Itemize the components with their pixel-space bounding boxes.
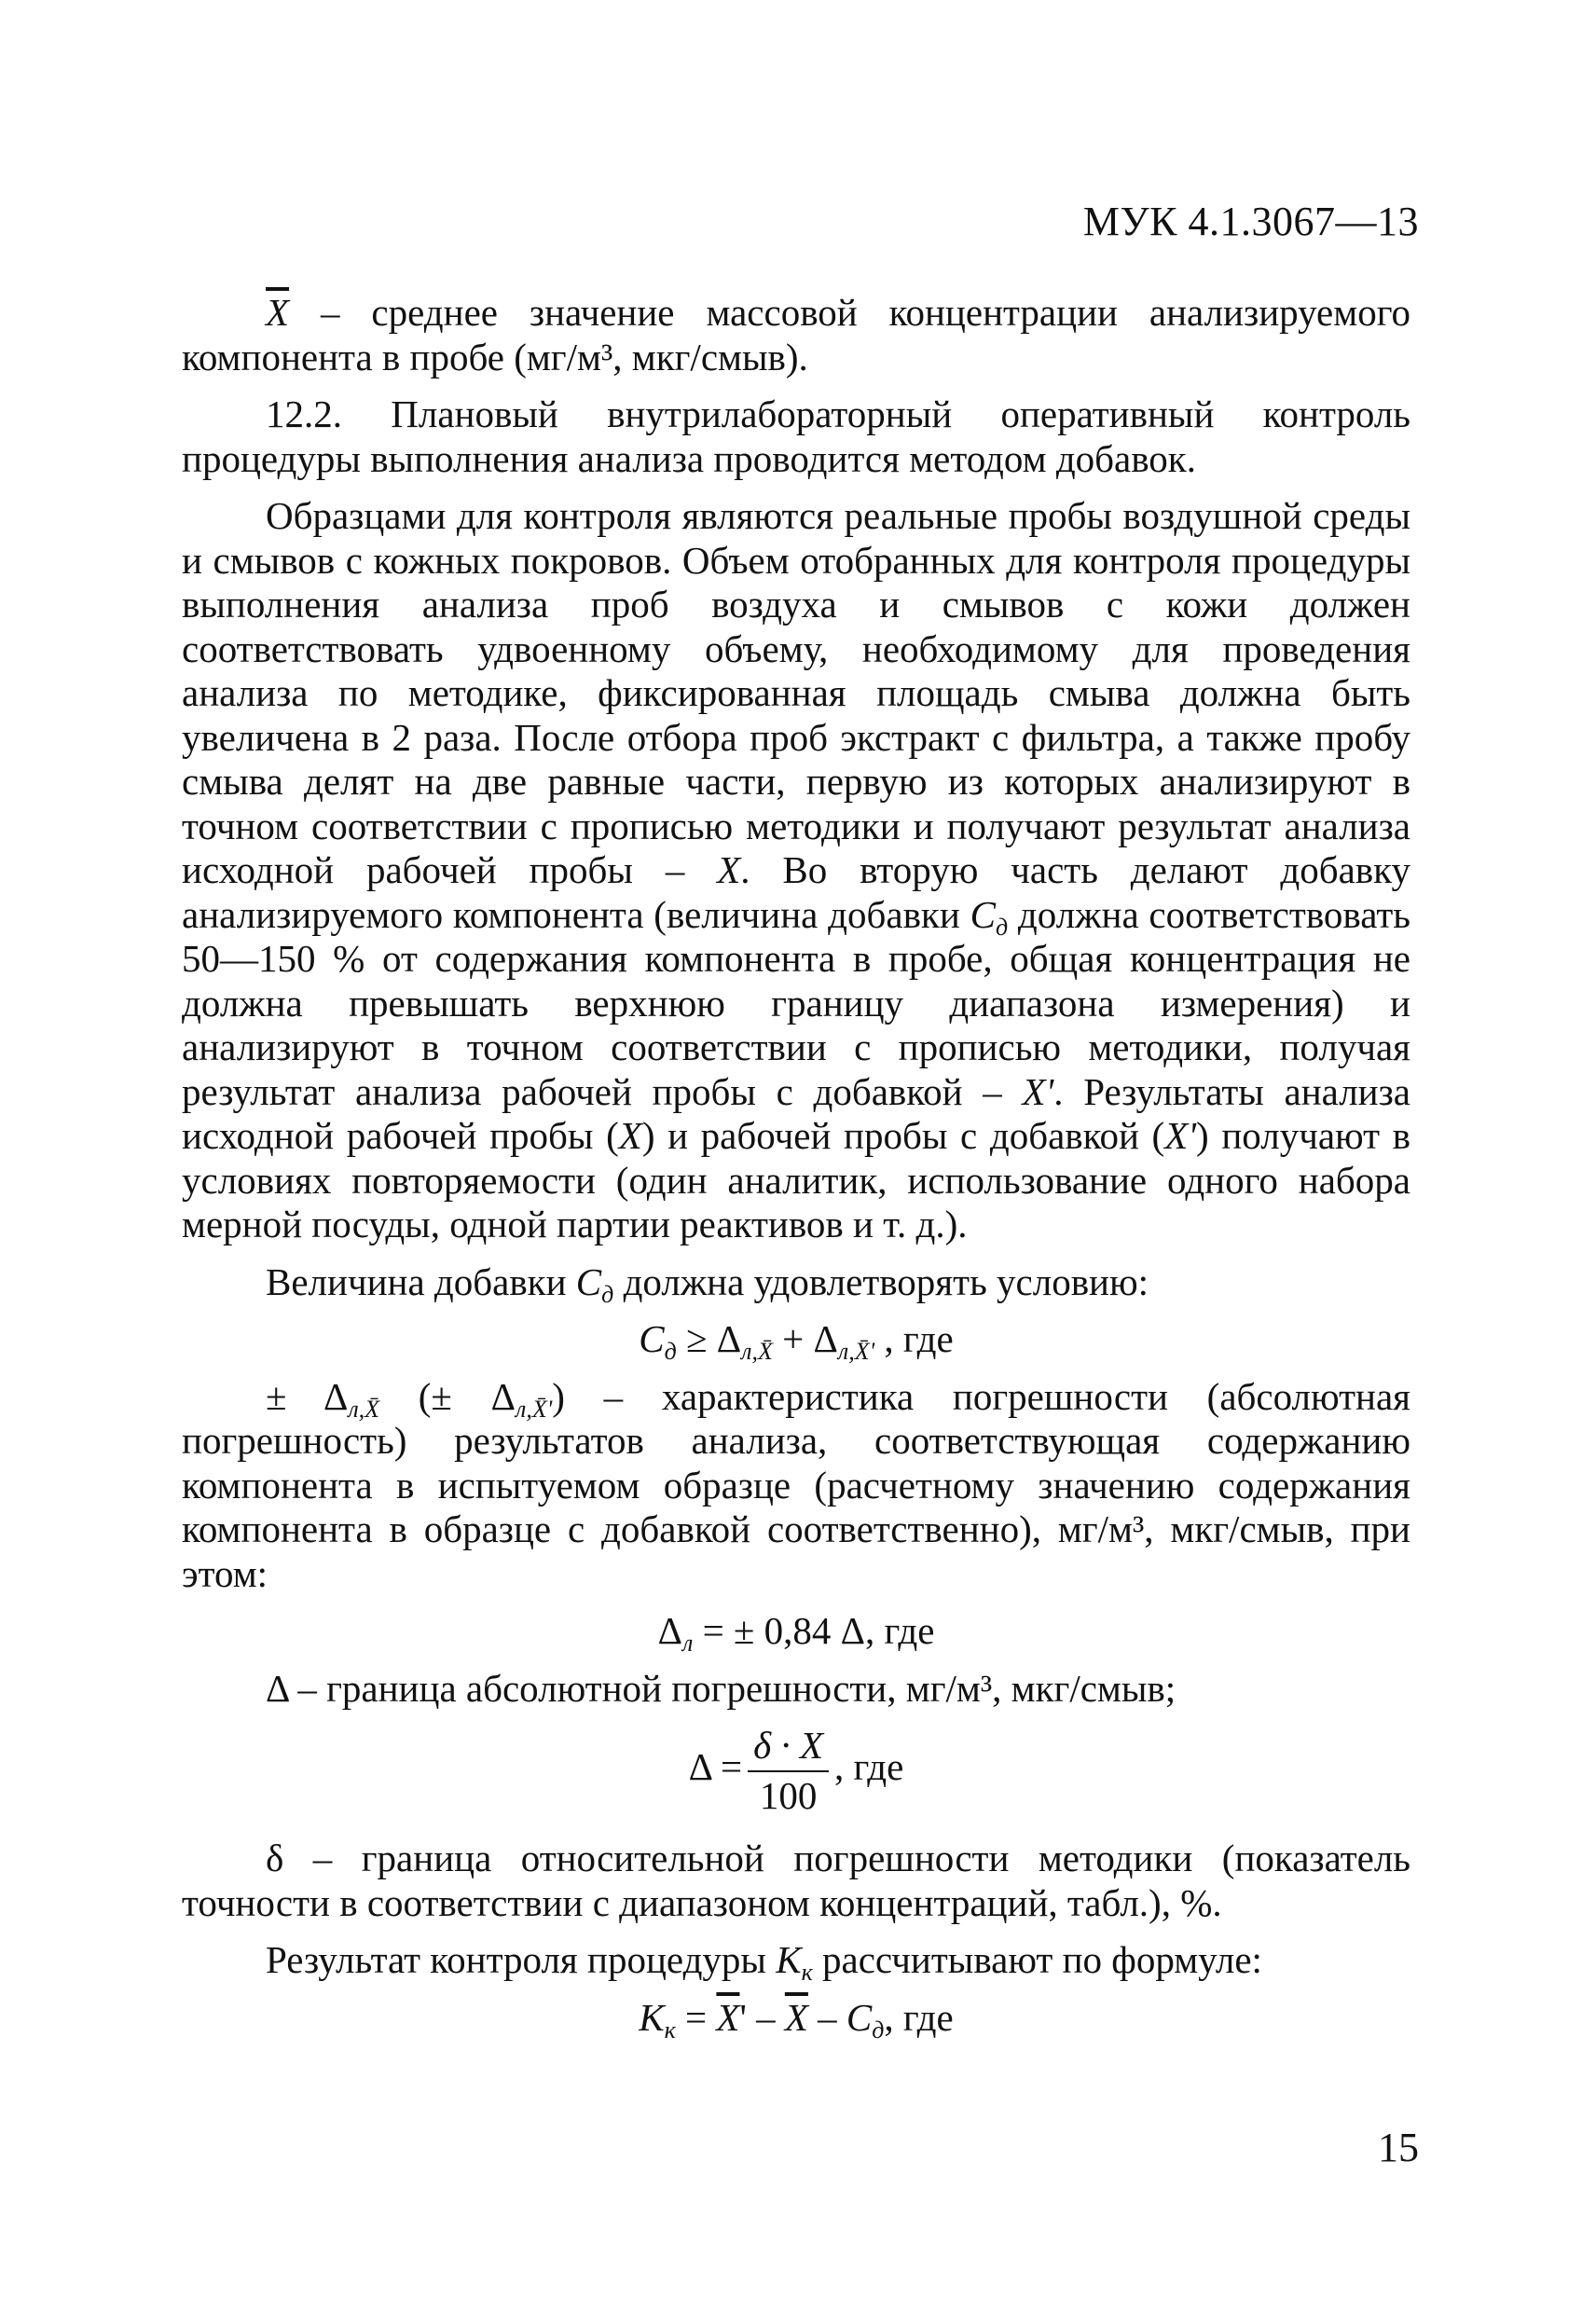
symbol-c-subscript: д (872, 2016, 885, 2044)
delta-l-subscript: л (681, 1630, 694, 1657)
delta-subscript-2: л,X̄' (516, 1395, 553, 1423)
delta-symbol: Δ (657, 1609, 682, 1652)
symbol-c: C (575, 1259, 602, 1303)
delta-subscript-1: л,X̄ (348, 1395, 380, 1423)
symbol-c-subscript: д (995, 913, 1009, 941)
prime-mark: ' (739, 1995, 747, 2039)
paragraph-result (182, 1938, 1410, 1986)
symbol-k: K (776, 1938, 802, 1981)
symbol-c: C (970, 892, 996, 936)
symbol-k-subscript: к (801, 1959, 813, 1986)
symbol-k: K (639, 1995, 665, 2039)
fraction-lhs: Δ = (688, 1744, 743, 1788)
symbol-k-subscript: к (664, 2016, 676, 2044)
samples-text-2: . Во вторую часть делают добавку анализируемого компонента (величина добавки (182, 848, 1410, 936)
symbol-x-mean: $\overline{X}$ (716, 1995, 740, 2039)
symbol-c-subscript: д (664, 1338, 677, 1365)
samples-text-5: ) и рабочей пробы с добавкой ( (641, 1114, 1165, 1157)
samples-text-3: должна соответствовать 50—150 % от содержания компонента в пробе, общая концентрация не должна превышать верхнюю границу диапазона измерения) и анализируют в точном соответствии с прописью методики, получая результат анализа рабочей пробы с добавкой – (182, 892, 1410, 1113)
delta-def-text-1: ± Δ (266, 1374, 349, 1418)
result-text-2: рассчитывают по формуле: (812, 1938, 1262, 1981)
paragraph-delta-relative: δ – граница относительной погрешности методики (показатель точности в соответствии с диапазоном концентраций, табл.), %. (182, 1837, 1410, 1924)
page-number: 15 (1378, 2125, 1419, 2170)
delta-subscript-1: л,X̄ (741, 1338, 773, 1365)
formula-condition (182, 1317, 1410, 1365)
symbol-x-prime: X' (1022, 1069, 1054, 1113)
formula-plus-delta: + Δ (772, 1317, 838, 1360)
delta-def-text-3: ) – характеристика погрешности (абсолютная погрешность) результатов анализа, соответствующая содержанию компонента в испытуемом образце (расчетному значению содержания компонента в образце с добавкой соответственно), мг/м³, мкг/смыв, при этом: (182, 1374, 1410, 1595)
fraction-tail: , где (834, 1744, 904, 1788)
formula-minus: – (807, 1995, 846, 2039)
symbol-x: X (717, 848, 741, 891)
paragraph-condition (182, 1259, 1410, 1308)
fraction (748, 1724, 829, 1818)
formula-equals: = (675, 1995, 717, 2039)
formula-minus: – (746, 1995, 785, 2039)
formula-k (182, 1995, 1410, 2044)
paragraph-samples (182, 494, 1410, 1247)
symbol-x-mean: $\overline{X}$ (784, 1995, 808, 2039)
symbol-c: C (639, 1317, 665, 1360)
paragraph-delta-definition (182, 1375, 1410, 1597)
paragraph-x-definition (182, 291, 1410, 379)
document-body (182, 291, 1410, 2053)
formula-relation: ≥ Δ (676, 1317, 742, 1360)
delta-subscript-2: л,X̄' (837, 1338, 875, 1365)
samples-text-6: ) получают в условиях повторяемости (один аналитик, использование одного набора мерной посуды, одной партии реактивов и т. д.). (182, 1114, 1411, 1245)
condition-text-1: Величина добавки (266, 1259, 576, 1303)
paragraph-delta-absolute: Δ – граница абсолютной погрешности, мг/м³, мкг/смыв; (266, 1666, 1176, 1710)
condition-text-2: должна удовлетворять условию: (613, 1259, 1149, 1303)
delta-def-text-2: (± Δ (379, 1374, 516, 1418)
formula-delta-fraction (182, 1724, 1410, 1818)
formula-tail: , где (884, 1995, 954, 2039)
symbol-x-prime: X' (1164, 1114, 1197, 1157)
x-mean-symbol: $\overline{X}$ (266, 291, 290, 334)
paragraph-12-2: 12.2. Плановый внутрилабораторный оперативный контроль процедуры выполнения анализа проводится методом добавок. (182, 392, 1410, 480)
symbol-x: X (618, 1114, 642, 1157)
result-text-1: Результат контроля процедуры (266, 1938, 777, 1981)
x-mean-definition-text: – среднее значение массовой концентрации анализируемого компонента в пробе (мг/м³, мкг/смыв). (182, 291, 1410, 378)
samples-text-1: Образцами для контроля являются реальные пробы воздушной среды и смывов с кожных покровов. Объем отобранных для контроля процедуры выполнения анализа проб воздуха и смывов с кожи должен соответствовать удвоенному объему, необходимому для проведения анализа по методике, фиксированная площадь смыва должна быть увеличена в 2 раза. После отбора проб экстракт с фильтра, а также пробу смыва делят на две равные части, первую из которых анализируют в точном соответствии с прописью методики и получают результат анализа исходной рабочей пробы – (182, 494, 1410, 891)
document-code-header: МУК 4.1.3067—13 (1082, 199, 1419, 244)
formula-tail: , где (874, 1317, 954, 1360)
samples-text-4: . Результаты анализа исходной рабочей пробы ( (182, 1069, 1411, 1157)
fraction-denominator: 100 (759, 1773, 818, 1817)
symbol-c-subscript: д (601, 1280, 614, 1308)
formula-delta-l (182, 1609, 1410, 1657)
symbol-c: C (846, 1995, 873, 2039)
fraction-numerator: δ · X (748, 1724, 829, 1772)
formula-delta-l-tail: = ± 0,84 Δ, где (693, 1609, 935, 1652)
